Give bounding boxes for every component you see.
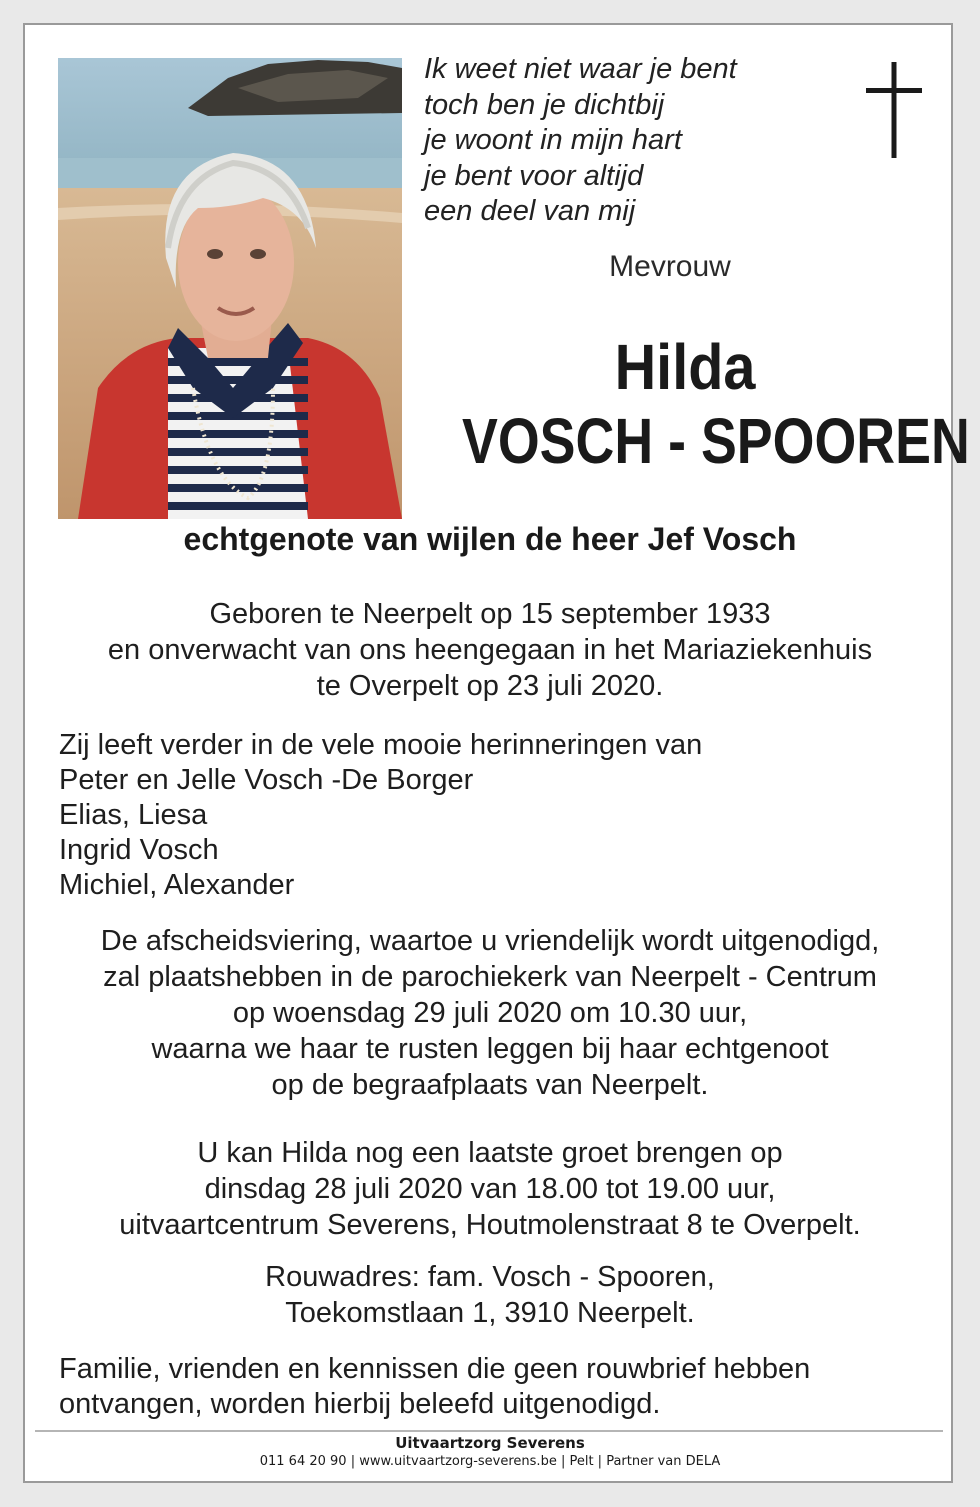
ceremony-section bbox=[40, 923, 940, 1103]
salutation: Mevrouw bbox=[609, 250, 731, 283]
text-line: op de begraafplaats van Neerpelt. bbox=[271, 1069, 709, 1101]
birth-section bbox=[40, 596, 940, 704]
text-line: Rouwadres: fam. Vosch - Spooren, bbox=[265, 1261, 715, 1293]
text-line: Toekomstlaan 1, 3910 Neerpelt. bbox=[285, 1297, 695, 1329]
text-line: U kan Hilda nog een laatste groet brengen op bbox=[197, 1137, 783, 1169]
text-line: dinsdag 28 juli 2020 van 18.00 tot 19.00 uur, bbox=[204, 1173, 776, 1205]
text-line: Zij leeft verder in de vele mooie herinneringen van bbox=[59, 729, 703, 761]
text-line: Ingrid Vosch bbox=[59, 834, 219, 866]
poem-line: je woont in mijn hart bbox=[424, 124, 682, 156]
poem bbox=[424, 52, 737, 230]
poem-line: je bent voor altijd bbox=[424, 159, 644, 192]
spouse-line: echtgenote van wijlen de heer Jef Vosch bbox=[183, 521, 797, 557]
footer-contact: 011 64 20 90 | www.uitvaartzorg-severens.be | Pelt | Partner van DELA bbox=[259, 1454, 721, 1469]
text-line: Elias, Liesa bbox=[59, 799, 208, 831]
last-name: VOSCH - SPOOREN bbox=[462, 405, 970, 477]
poem-line: toch ben je dichtbij bbox=[424, 88, 665, 121]
poem-line: een deel van mij bbox=[424, 195, 636, 227]
footer-divider bbox=[35, 1430, 943, 1432]
text-line: ontvangen, worden hierbij beleefd uitgenodigd. bbox=[59, 1388, 661, 1420]
text-line: en onverwacht van ons heengegaan in het Mariaziekenhuis bbox=[107, 634, 873, 666]
family-note bbox=[59, 1352, 919, 1422]
visit-section bbox=[40, 1135, 940, 1243]
memories-section bbox=[59, 728, 919, 903]
text-line: De afscheidsviering, waartoe u vriendelijk wordt uitgenodigd, bbox=[100, 925, 880, 957]
poem-line: Ik weet niet waar je bent bbox=[424, 53, 737, 85]
cross-icon bbox=[866, 62, 922, 158]
footer-company: Uitvaartzorg Severens bbox=[395, 1434, 585, 1452]
text-line: zal plaatshebben in de parochiekerk van Neerpelt - Centrum bbox=[103, 961, 877, 993]
text-line: Geboren te Neerpelt op 15 september 1933 bbox=[209, 598, 771, 630]
text-line: te Overpelt op 23 juli 2020. bbox=[316, 670, 664, 702]
text-line: op woensdag 29 juli 2020 om 10.30 uur, bbox=[232, 997, 748, 1029]
text-line: Peter en Jelle Vosch -De Borger bbox=[59, 764, 474, 796]
address-section bbox=[40, 1259, 940, 1331]
first-name: Hilda bbox=[614, 331, 756, 403]
portrait-photo bbox=[58, 58, 402, 519]
text-line: Michiel, Alexander bbox=[59, 869, 295, 901]
text-line: uitvaartcentrum Severens, Houtmolenstraat 8 te Overpelt. bbox=[119, 1209, 861, 1241]
text-line: waarna we haar te rusten leggen bij haar echtgenoot bbox=[151, 1033, 829, 1065]
text-line: Familie, vrienden en kennissen die geen rouwbrief hebben bbox=[59, 1353, 811, 1385]
